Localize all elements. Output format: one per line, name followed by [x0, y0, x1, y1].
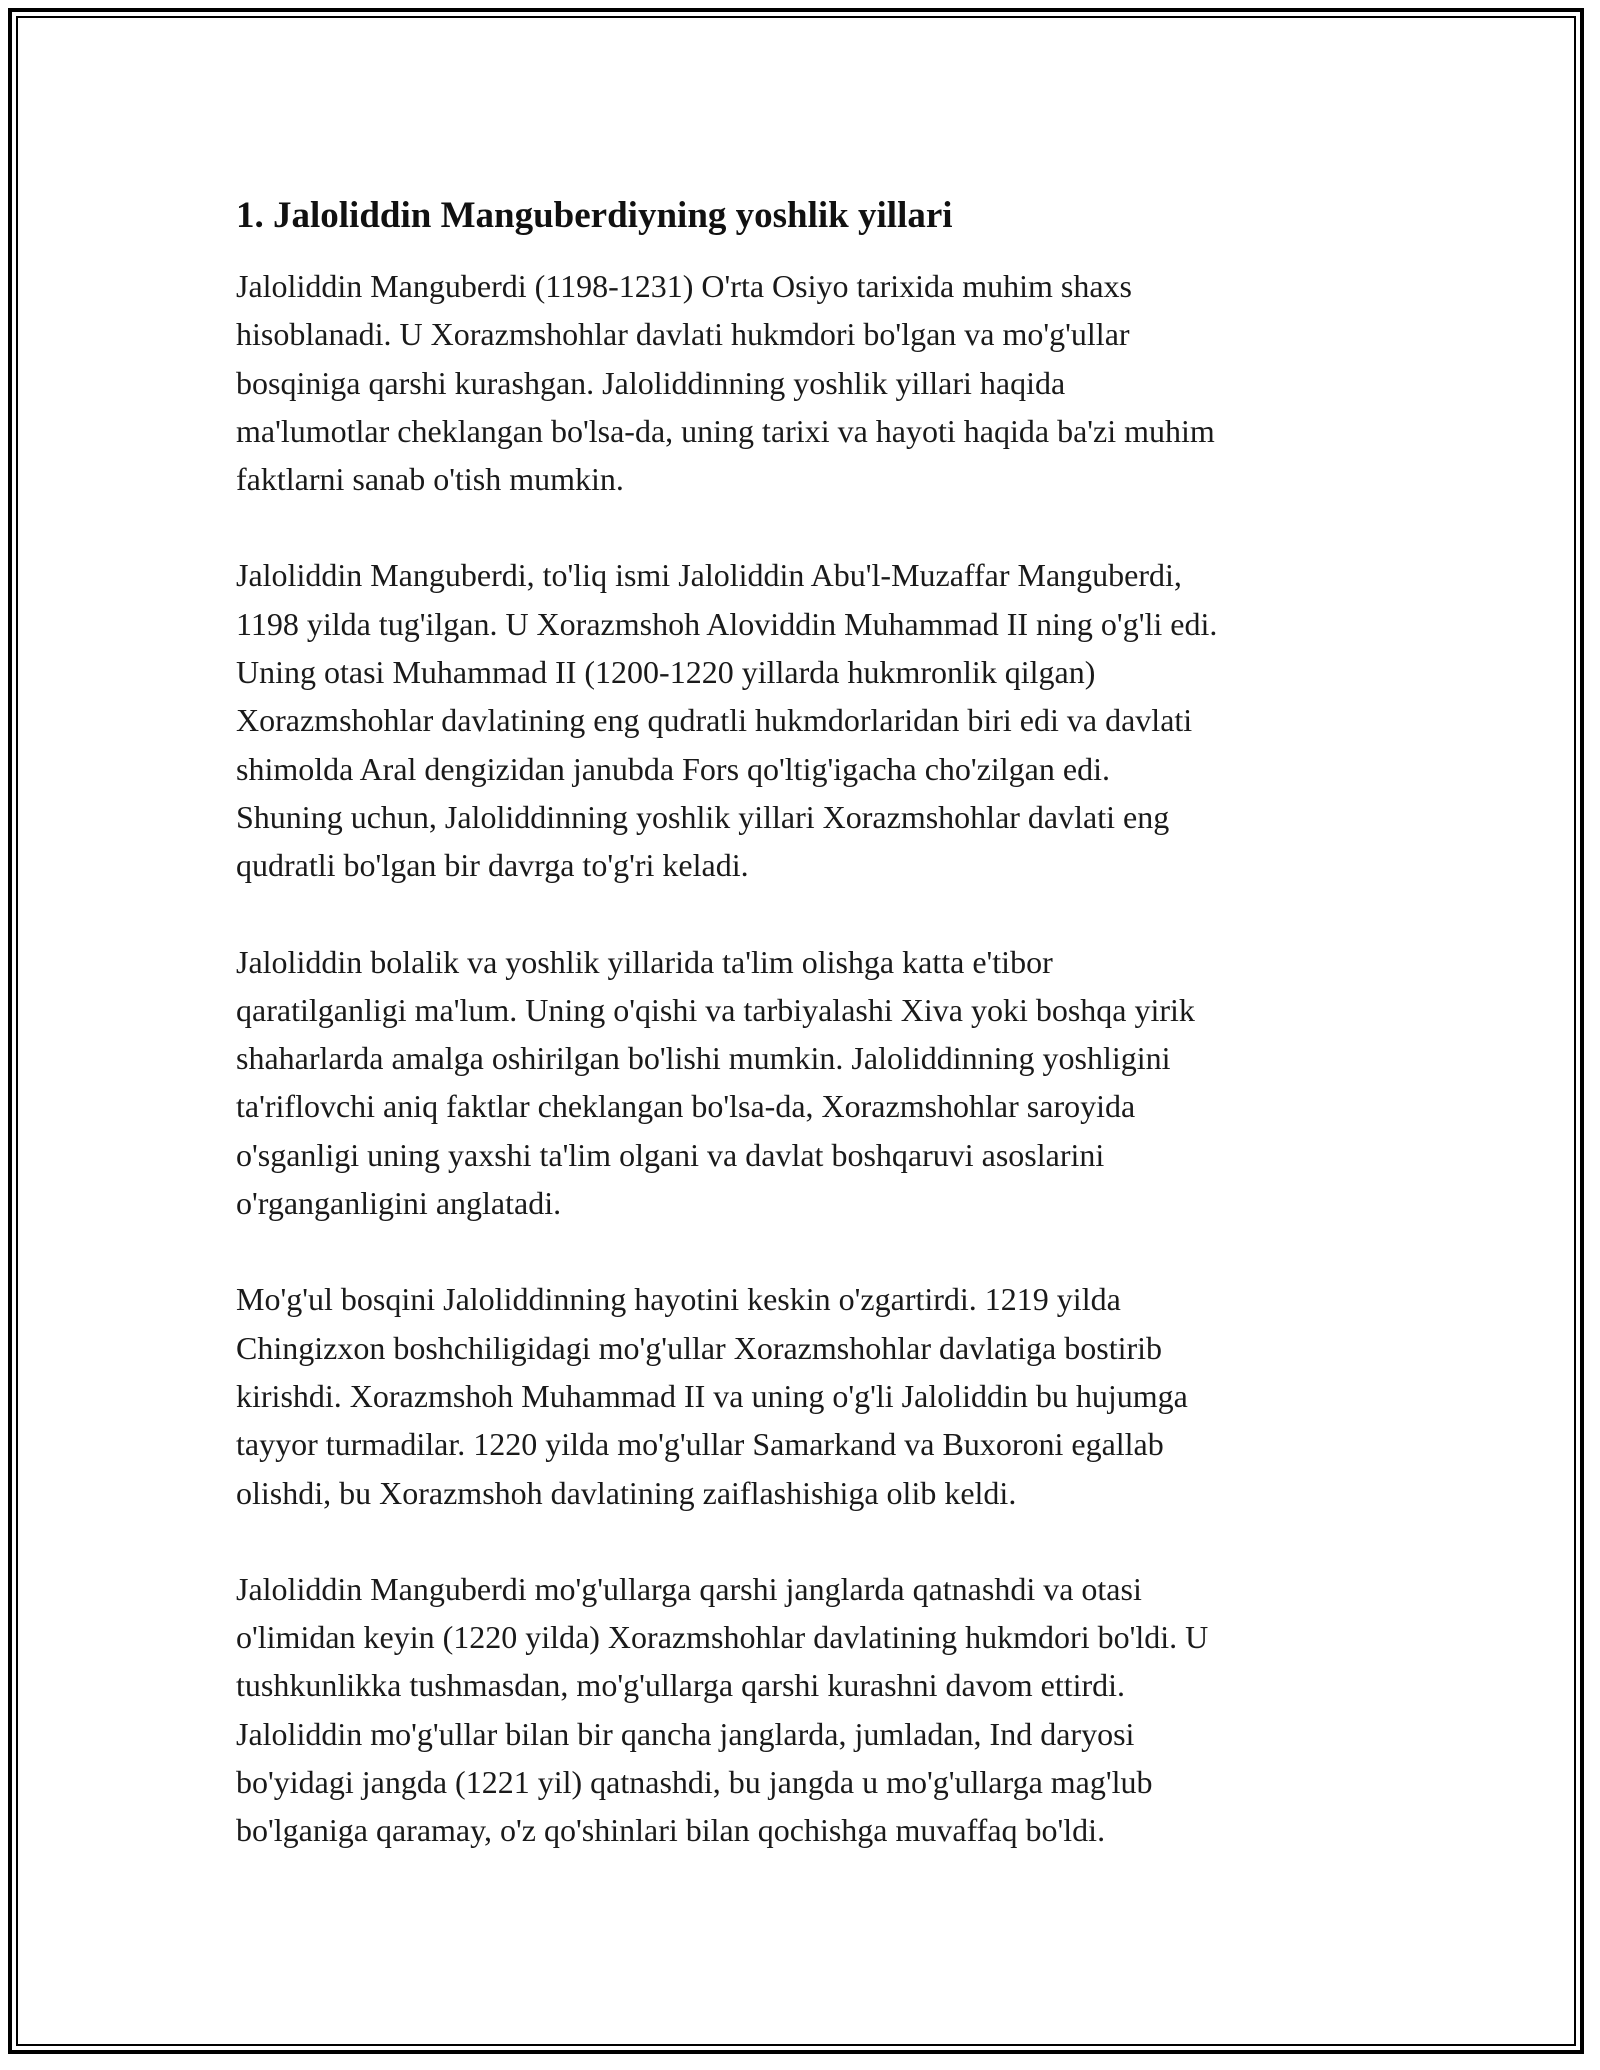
text-line: kirishdi. Xorazmshoh Muhammad II va uning o'g'li Jaloliddin bu hujumga: [236, 1377, 1188, 1414]
paragraph-3: [236, 938, 1416, 1228]
text-line: Jaloliddin bolalik va yoshlik yillarida ta'lim olishga katta e'tibor: [236, 943, 1053, 980]
section-heading: 1. Jaloliddin Manguberdiyning yoshlik yillari: [236, 195, 953, 236]
text-line: Mo'g'ul bosqini Jaloliddinning hayotini keskin o'zgartirdi. 1219 yilda: [236, 1281, 1121, 1318]
text-line: Jaloliddin Manguberdi, to'liq ismi Jaloliddin Abu'l-Muzaffar Manguberdi,: [236, 557, 1182, 594]
text-line: olishdi, bu Xorazmshoh davlatining zaiflashishiga olib keldi.: [236, 1474, 1017, 1511]
paragraph-1: [236, 262, 1416, 503]
text-line: Jaloliddin Manguberdi mo'g'ullarga qarshi janglarda qatnashdi va otasi: [236, 1570, 1142, 1607]
paragraph-5: [236, 1565, 1416, 1855]
text-line: tushkunlikka tushmasdan, mo'g'ullarga qarshi kurashni davom ettirdi.: [236, 1667, 1126, 1704]
text-line: hisoblanadi. U Xorazmshohlar davlati hukmdori bo'lgan va mo'g'ullar: [236, 316, 1130, 353]
text-line: qaratilganligi ma'lum. Uning o'qishi va tarbiyalashi Xiva yoki boshqa yirik: [236, 991, 1195, 1028]
text-line: ma'lumotlar cheklangan bo'lsa-da, uning tarixi va hayoti haqida ba'zi muhim: [236, 412, 1215, 449]
text-line: 1198 yilda tug'ilgan. U Xorazmshoh Aloviddin Muhammad II ning o'g'li edi.: [236, 605, 1218, 642]
text-line: Jaloliddin Manguberdi (1198-1231) O'rta Osiyo tarixida muhim shaxs: [236, 268, 1132, 304]
text-line: Chingizxon boshchiligidagi mo'g'ullar Xorazmshohlar davlatiga bostirib: [236, 1329, 1163, 1366]
text-line: ta'riflovchi aniq faktlar cheklangan bo'lsa-da, Xorazmshohlar saroyida: [236, 1088, 1136, 1125]
text-line: shimolda Aral dengizidan janubda Fors qo'ltig'igacha cho'zilgan edi.: [236, 750, 1110, 787]
paragraph-2: [236, 551, 1416, 889]
text-line: o'limidan keyin (1220 yilda) Xorazmshohlar davlatining hukmdori bo'ldi. U: [236, 1619, 1209, 1656]
text-line: faktlarni sanab o'tish mumkin.: [236, 461, 624, 498]
text-line: o'sganligi uning yaxshi ta'lim olgani va davlat boshqaruvi asoslarini: [236, 1136, 1105, 1173]
text-line: bosqiniga qarshi kurashgan. Jaloliddinning yoshlik yillari haqida: [236, 364, 1066, 401]
text-line: qudratli bo'lgan bir davrga to'g'ri keladi.: [236, 847, 749, 884]
text-line: shaharlarda amalga oshirilgan bo'lishi mumkin. Jaloliddinning yoshligini: [236, 1040, 1171, 1077]
text-line: Uning otasi Muhammad II (1200-1220 yillarda hukmronlik qilgan): [236, 654, 1096, 691]
document-body: [236, 186, 1416, 1903]
text-line: Shuning uchun, Jaloliddinning yoshlik yillari Xorazmshohlar davlati eng: [236, 798, 1170, 835]
paragraph-4: [236, 1275, 1416, 1516]
text-line: bo'lganiga qaramay, o'z qo'shinlari bilan qochishga muvaffaq bo'ldi.: [236, 1812, 1106, 1849]
text-line: bo'yidagi jangda (1221 yil) qatnashdi, bu jangda u mo'g'ullarga mag'lub: [236, 1764, 1153, 1801]
text-line: o'rganganligini anglatadi.: [236, 1185, 562, 1222]
text-line: tayyor turmadilar. 1220 yilda mo'g'ullar Samarkand va Buxoroni egallab: [236, 1426, 1164, 1463]
text-line: Xorazmshohlar davlatining eng qudratli hukmdorlaridan biri edi va davlati: [236, 702, 1193, 739]
text-line: Jaloliddin mo'g'ullar bilan bir qancha janglarda, jumladan, Ind daryosi: [236, 1715, 1135, 1752]
